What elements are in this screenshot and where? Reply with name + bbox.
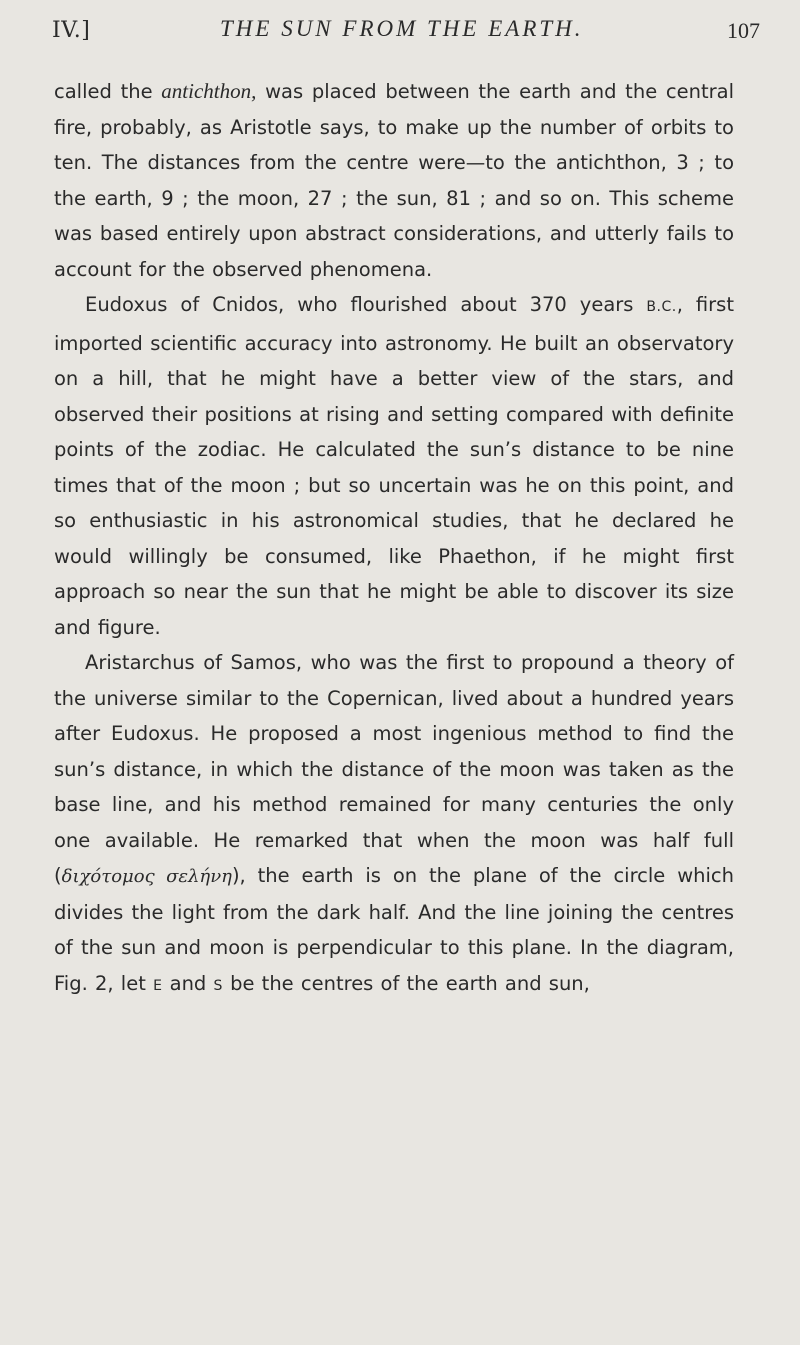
label-e: E [153,977,163,994]
text-span: and [162,971,214,995]
chapter-number: IV.] [52,18,91,43]
page-number: 107 [727,18,760,43]
body-text [54,74,734,1004]
text-span: was placed between the earth and the central fire, probably, as Aristotle says, to make up the number of orbits to ten. The distances from the centre were—to the antichthon, 3 ; to the earth, 9 ; the moon, 27 ; the sun, 81 ; and so on. This scheme was based entirely upon abstract considerations, and utterly fails to account for the observed phenomena. [54,80,734,281]
page-header [30,16,760,52]
text-span: Aristarchus of Samos, who was the first to propound a theory of the universe similar to the Copernican, lived about a hundred years after Eudoxus. He proposed a most ingenious method to find the sun’s distance, in which the distance of the moon was taken as the base line, and his method remained for many centuries the only one available. He remarked that when the moon was half full ( [54,651,734,887]
abbrev-bc: B.C. [646,299,677,315]
running-title: THE SUN FROM THE EARTH. [220,16,584,41]
paragraph-eudoxus [54,287,734,645]
paragraph-antichthon [54,74,734,287]
text-span: ), the earth is on the plane of the circle which divides the light from the dark half. And the line joining the centres of the sun and moon is perpendicular to this plane. In the diagram, Fig. 2, let [54,864,734,995]
greek-phrase: διχότομος σελήνη [61,866,232,887]
text-span: Eudoxus of Cnidos, who flourished about 370 years [85,293,647,316]
text-span: , first imported scientific accuracy into astronomy. He built an observatory on a hill, that he might have a better view of the stars, and observed their positions at rising and setting compared with definite points of the zodiac. He calculated the sun’s distance to be nine times that of the moon ; but so uncertain was he on this point, and so enthusiastic in his astronomical studies, that he declared he would willingly be consumed, like Phaethon, if he might first approach so near the sun that he might be able to discover its size and figure. [54,293,734,639]
label-s: S [213,977,223,994]
paragraph-aristarchus [54,645,734,1004]
text-span: be the centres of the earth and sun, [222,971,590,995]
text-span: called the [54,80,162,103]
italic-term-antichthon: antichthon, [161,79,257,103]
